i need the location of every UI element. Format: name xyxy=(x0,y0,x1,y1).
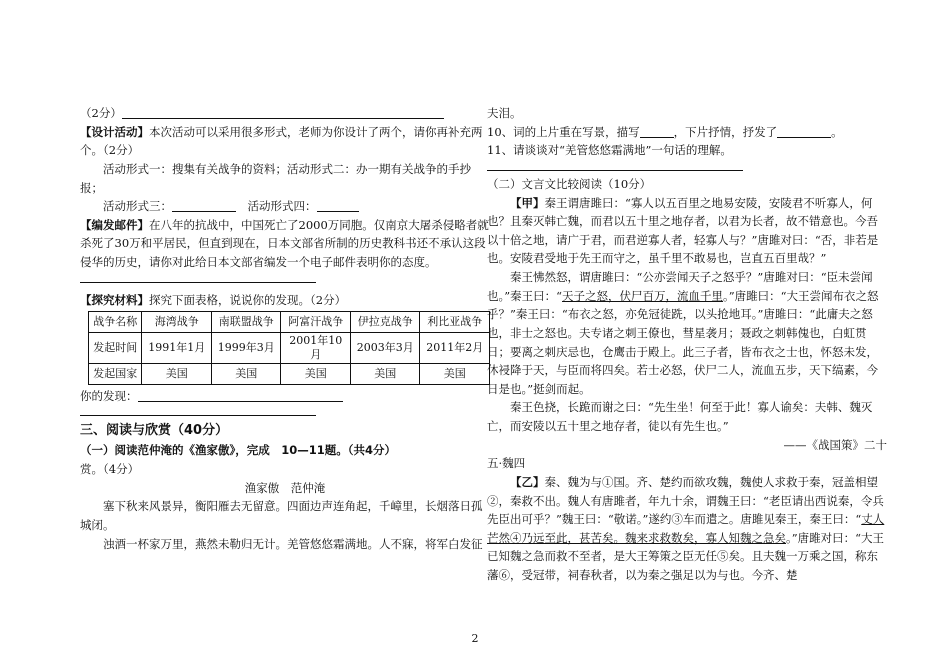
activity-forms-3-4: 活动形式三： 活动形式四： xyxy=(80,197,490,216)
left-column xyxy=(80,104,490,553)
poem-stanza-2: 浊酒一杯家万里，燕然未勒归无计。羌管悠悠霜满地。人不寐，将军白发征 xyxy=(103,536,483,551)
section-three-heading: 三、阅读与欣赏（40分） xyxy=(80,423,229,439)
poem-title: 渔家傲 范仲淹 xyxy=(244,480,326,495)
table-row: 发起国家 美国 美国 美国 美国 美国 xyxy=(89,363,490,384)
explore-material: 【探究材料】探究下面表格，说说你的发现。（2分） xyxy=(80,292,347,307)
question-10: 10、词的上片重在写景，描写 ，下片抒情，抒发了 。 xyxy=(487,124,843,139)
answer-line-q: （2分） xyxy=(80,104,490,123)
activity-4-blank[interactable] xyxy=(317,199,359,212)
text-jia-para-1: 【甲】秦王谓唐雎曰：“寡人以五百里之地易安陵，安陵君不听寡人，何也？且秦灭韩亡魏，而君以五十里之地存者，以君为长者，故不错意也。今吾以十倍之地，请广于君，而君逆寡人者，轻寡人与？”唐雎对曰：“否，非若是也。安陵君受地于先王而守之，虽千里不敢易也，岂直五百里哉？” xyxy=(487,195,879,266)
table-row: 发起时间 1991年1月 1999年3月 2001年10月 2003年3月 2011年2月 xyxy=(89,333,490,364)
email-answer-line[interactable] xyxy=(80,272,316,283)
poem-stanza-1: 塞下秋来风景异，衡阳雁去无留意。四面边声连角起，千嶂里，长烟落日孤城闭。 xyxy=(80,499,483,532)
finding-blank[interactable] xyxy=(138,389,343,402)
poem-continuation: 夫泪。 xyxy=(487,106,522,120)
table-row: 战争名称 海湾战争 南联盟战争 阿富汗战争 伊拉克战争 利比亚战争 xyxy=(89,312,490,333)
text-jia-para-2: 秦王怫然怒，谓唐雎曰：“公亦尝闻天子之怒乎？”唐雎对曰：“臣未尝闻也。”秦王曰：“天子之怒，伏尸百万，流血千里。”唐雎曰：“大王尝闻布衣之怒乎？”秦王曰：“布衣之怒，亦免冠徒跣，以头抢地耳。”唐雎曰：“此庸夫之怒也，非士之怒也。夫专诸之刺王僚也，彗星袭月；聂政之刺韩傀也，白虹贯日；要离之刺庆忌也，仓鹰击于殿上。此三子者，皆布衣之士也，怀怒未发，休祲降于天，与臣而将四矣。若士必怒，伏尸二人，流血五步，天下缟素，今日是也。”挺剑而起。 xyxy=(487,270,879,396)
right-column xyxy=(487,104,887,585)
underlined-sentence-yi: 丈人芒然④乃远至此，甚苦矣。魏来求救数矣，寡人知魏之急矣 xyxy=(487,512,885,545)
q11-answer-line[interactable] xyxy=(487,160,743,171)
email-task: 【编发邮件】在八年的抗战中，中国死亡了2000万同胞。仅南京大屠杀侵略者就杀死了30万和平居民，但直到现在，日本文部省所制的历史教科书还不承认这段侵华的历史，请你对此给日本文部省编发一个电子邮件表明你的态度。 xyxy=(80,217,489,269)
activity-forms-1-2: 活动形式一：搜集有关战争的资料；活动形式二：办一期有关战争的手抄报； xyxy=(80,161,471,195)
text-yi: 【乙】秦、魏为与①国。齐、楚约而欲攻魏，魏使人求救于秦，冠盖相望②，秦救不出。魏人有唐雎者，年九十余，谓魏王曰：“老臣请出西说秦，令兵先臣出可乎？”魏王曰：“敬诺。”遂约③车而遣之。唐雎见秦王，秦王曰：“丈人芒然④乃远至此，甚苦矣。魏来求救数矣，寡人知魏之急矣。”唐雎对曰：“大王已知魏之急而救不至者，是大王筹策之臣无任⑤矣。且夫魏一万乘之国，称东藩⑥，受冠带，祠春秋者，以为秦之强足以为与也。今齐、楚 xyxy=(487,474,885,582)
finding-line: 你的发现： xyxy=(80,387,490,406)
design-activity: 【设计活动】本次活动可以采用很多形式，老师为你设计了两个，请你再补充两个。（2分） xyxy=(80,124,483,158)
finding-answer-line[interactable] xyxy=(80,405,316,416)
question-11: 11、请谈谈对“羌管悠悠霜满地”一句话的理解。 xyxy=(487,143,732,158)
text-jia-source-cont: 五·魏四 xyxy=(487,456,526,471)
reading-one-heading: （一）阅读范仲淹的《渔家傲》，完成 10—11题。（共4分） xyxy=(80,443,397,458)
appreciate-points: 赏。（4分） xyxy=(80,462,140,477)
answer-blank[interactable] xyxy=(122,106,444,119)
page-number: 2 xyxy=(471,632,479,645)
underlined-sentence-jia: 天子之怒，伏尸百万，流血千里 xyxy=(562,288,724,303)
q10-blank-1[interactable] xyxy=(640,125,674,138)
reading-two-heading: （二）文言文比较阅读（10分） xyxy=(487,176,652,191)
activity-3-blank[interactable] xyxy=(172,199,236,212)
text-jia-source: ——《战国策》二十 xyxy=(783,437,887,452)
q10-blank-2[interactable] xyxy=(777,125,831,138)
text-jia-para-3: 秦王色挠，长跪而谢之曰：“先生坐！何至于此！寡人谕矣：夫韩、魏灭亡，而安陵以五十里之地存者，徒以有先生也。” xyxy=(487,400,873,433)
war-table xyxy=(88,311,490,385)
